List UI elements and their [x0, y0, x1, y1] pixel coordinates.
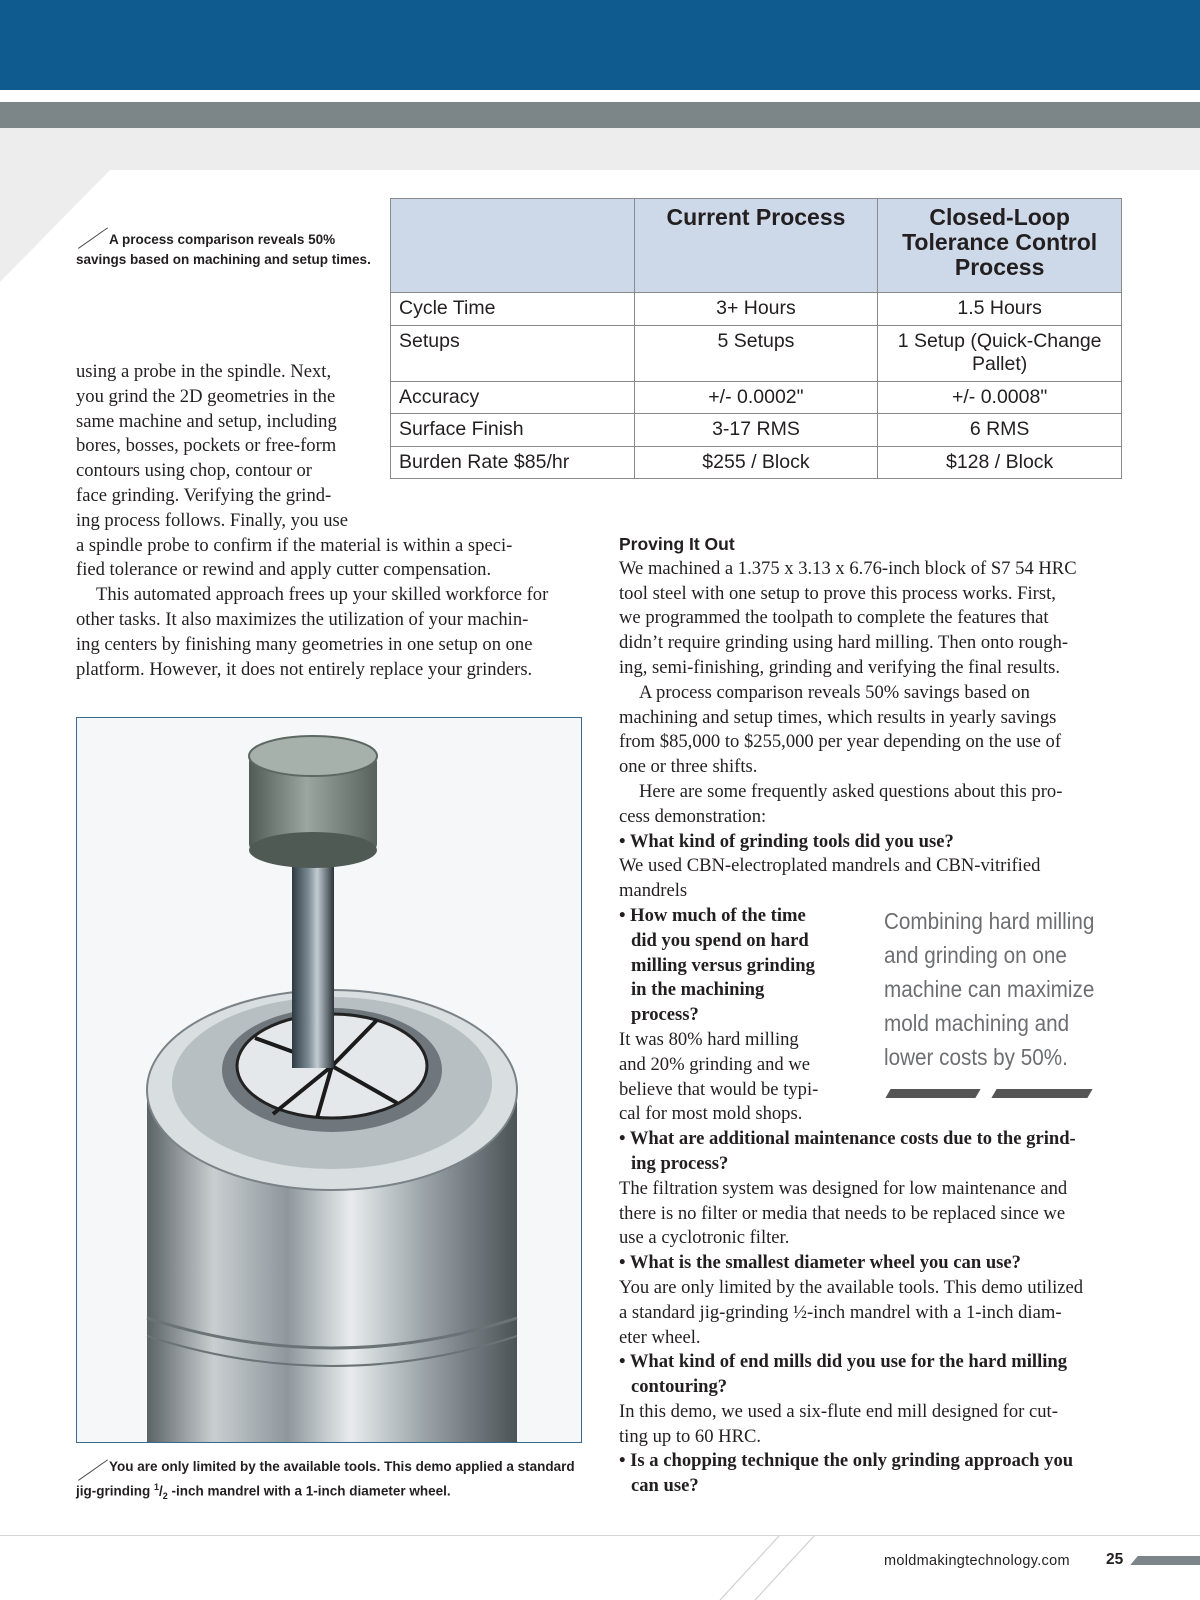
faq-question: milling versus grinding [631, 954, 815, 976]
faq-question: contouring? [631, 1376, 728, 1398]
mandrel-photo [76, 717, 582, 1443]
text-line: We used CBN-electroplated mandrels and CBN-vitrified [619, 855, 1041, 877]
table-cell: Setups [391, 325, 635, 381]
text-line: one or three shifts. [619, 756, 758, 778]
text-line: In this demo, we used a six-flute end mill designed for cut- [619, 1400, 1058, 1422]
text-line: Here are some frequently asked questions about this pro- [639, 780, 1063, 802]
text-line: ing, semi-finishing, grinding and verifying the final results. [619, 656, 1061, 678]
text-line: believe that would be typi- [619, 1078, 819, 1100]
text-line: platform. However, it does not entirely replace your grinders. [76, 658, 533, 680]
faq-question: can use? [631, 1475, 699, 1497]
photo-caption: You are only limited by the available tools. This demo applied a standard jig-grinding $^1/_2$ -inch mandrel with a 1-inch diameter wheel. [76, 1459, 575, 1502]
faq-question: did you spend on hard [631, 929, 809, 951]
table-cell: 1 Setup (Quick-Change Pallet) [878, 325, 1122, 381]
table-cell: Cycle Time [391, 293, 635, 326]
text-line: cal for most mold shops. [619, 1103, 803, 1125]
table-cell: $255 / Block [634, 446, 878, 479]
pull-quote-bar [885, 1089, 980, 1098]
text-line: machining and setup times, which results in yearly savings [619, 706, 1057, 728]
table-header-row [391, 199, 1122, 293]
table-cell: 6 RMS [878, 414, 1122, 447]
left-column-text [76, 360, 586, 682]
table-cell: Accuracy [391, 381, 635, 414]
text-line: use a cyclotronic filter. [619, 1227, 790, 1249]
header-light-band [0, 128, 1200, 170]
table-caption: A process comparison reveals 50% savings based on machining and setup times. [76, 232, 371, 267]
grinding-mandrel-image [77, 718, 581, 1442]
text-line: You are only limited by the available tools. This demo utilized [619, 1276, 1084, 1298]
table-cell: Burden Rate $85/hr [391, 446, 635, 479]
text-line: same machine and setup, including [76, 410, 337, 432]
text-line: contours using chop, contour or [76, 460, 312, 482]
text-line: using a probe in the spindle. Next, [76, 361, 332, 382]
faq-question: ing process? [631, 1152, 729, 1174]
text-line: and 20% grinding and we [619, 1053, 811, 1075]
text-line: other tasks. It also maximizes the utilization of your machin- [76, 608, 529, 630]
pull-quote-line: and grinding on one [884, 942, 1067, 968]
faq-question: process? [631, 1004, 699, 1026]
table-cell: $128 / Block [878, 446, 1122, 479]
text-line: face grinding. Verifying the grind- [76, 484, 332, 506]
header-blue-bar [0, 0, 1200, 90]
table-cell: 5 Setups [634, 325, 878, 381]
faq-question: • What kind of end mills did you use for the hard milling [619, 1351, 1068, 1373]
text-line: eter wheel. [619, 1326, 701, 1348]
table-header-cell [391, 199, 635, 293]
footer-url[interactable]: moldmakingtechnology.com [884, 1553, 1070, 1569]
text-line: tool steel with one setup to prove this process works. First, [619, 582, 1056, 604]
text-line: fied tolerance or rewind and apply cutter compensation. [76, 559, 492, 581]
faq-question: • How much of the time [619, 904, 806, 926]
text-line: A process comparison reveals 50% savings based on [639, 681, 1030, 703]
table-header-cell: Current Process [634, 199, 878, 293]
footer-decoration [700, 1535, 820, 1600]
text-line: didn’t require grinding using hard milling. Then onto rough- [619, 632, 1069, 654]
text-line: a spindle probe to confirm if the material is within a speci- [76, 534, 513, 556]
text-line: The filtration system was designed for low maintenance and [619, 1177, 1068, 1199]
text-line: bores, bosses, pockets or free-form [76, 435, 337, 457]
table-cell: +/- 0.0008" [878, 381, 1122, 414]
pull-quote [884, 904, 1095, 1074]
table-cell: 3-17 RMS [634, 414, 878, 447]
pull-quote-line: mold machining and [884, 1010, 1070, 1036]
text-line: It was 80% hard milling [619, 1028, 799, 1050]
faq-question: • What kind of grinding tools did you use? [619, 830, 954, 852]
table-cell: 1.5 Hours [878, 293, 1122, 326]
header-grey-bar [0, 102, 1200, 128]
text-line: cess demonstration: [619, 805, 767, 827]
text-line: ting up to 60 HRC. [619, 1425, 762, 1447]
faq-question: in the machining [631, 979, 765, 1001]
text-line: we programmed the toolpath to complete the features that [619, 607, 1049, 629]
text-line: a standard jig-grinding ½-inch mandrel with a 1-inch diam- [619, 1301, 1062, 1323]
footer-tab [1130, 1556, 1200, 1565]
footer-rule [0, 1535, 1200, 1536]
text-line: We machined a 1.375 x 3.13 x 6.76-inch block of S7 54 HRC [619, 557, 1077, 579]
text-line: you grind the 2D geometries in the [76, 385, 336, 407]
table-header-cell: Closed-Loop Tolerance Control Process [878, 199, 1122, 293]
text-line: ing process follows. Finally, you use [76, 509, 348, 531]
table-cell: 3+ Hours [634, 293, 878, 326]
text-line: there is no filter or media that needs to be replaced since we [619, 1202, 1066, 1224]
text-line: ing centers by finishing many geometries in one setup on one [76, 633, 533, 655]
pull-quote-line: machine can maximize [884, 976, 1095, 1002]
pull-quote-line: lower costs by 50%. [884, 1044, 1068, 1070]
faq-question: • What is the smallest diameter wheel you can use? [619, 1252, 1021, 1274]
text-line: from $85,000 to $255,000 per year depending on the use of [619, 731, 1062, 753]
faq-question: • What are additional maintenance costs due to the grind- [619, 1128, 1076, 1150]
section-heading: Proving It Out [619, 534, 735, 554]
pull-quote-bar [991, 1089, 1092, 1098]
faq-question: • Is a chopping technique the only grinding approach you [619, 1450, 1074, 1472]
table-row [391, 293, 1122, 326]
text-line: This automated approach frees up your skilled workforce for [96, 584, 549, 606]
table-cell: Surface Finish [391, 414, 635, 447]
text-line: mandrels [619, 880, 688, 902]
table-cell: +/- 0.0002" [634, 381, 878, 414]
pull-quote-line: Combining hard milling [884, 908, 1095, 934]
page-number: 25 [1106, 1551, 1124, 1568]
